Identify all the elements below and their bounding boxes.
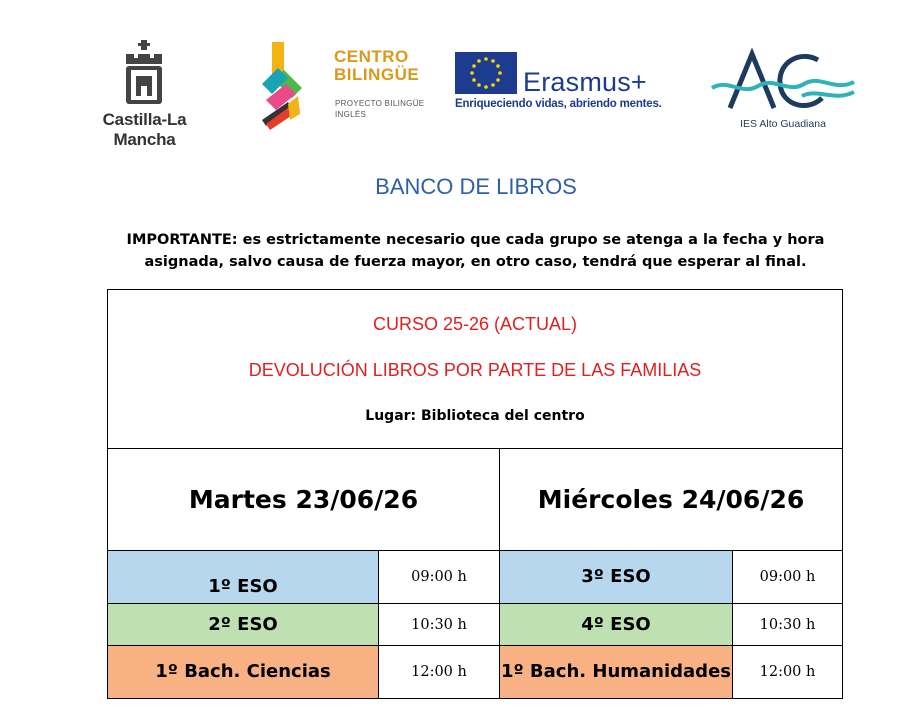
centro-bilingue-subtitle: PROYECTO BILINGÜE INGLÉS <box>335 99 425 119</box>
castle-crest-icon <box>122 40 166 108</box>
table-row <box>500 604 842 646</box>
important-notice: IMPORTANTE: es estrictamente necesario que cada grupo se atenga a la fecha y hora asignada, salvo causa de fuerza mayor, en otro caso, tendrá que esperar al final. <box>126 232 825 270</box>
eu-flag-icon <box>455 52 517 94</box>
time-cell: 10:30 h <box>759 616 816 633</box>
table-row <box>108 646 499 698</box>
day-heading: Martes 23/06/26 <box>108 449 499 551</box>
group-cell: 1º Bach. Ciencias <box>108 646 379 698</box>
schedule-table <box>107 289 843 699</box>
castilla-la-mancha-logo <box>72 40 217 149</box>
day-column-tuesday <box>108 449 499 698</box>
day-column-wednesday <box>499 449 842 698</box>
group-cell: 1º ESO <box>108 551 379 603</box>
time-cell: 12:00 h <box>759 664 816 680</box>
group-cell: 4º ESO <box>500 604 733 645</box>
course-label: CURSO 25-26 (ACTUAL) <box>372 314 578 334</box>
table-row <box>500 646 842 698</box>
castilla-la-mancha-text: Castilla-La Mancha <box>102 110 187 149</box>
devolution-label: DEVOLUCIÓN LIBROS POR PARTE DE LAS FAMILIAS <box>248 360 702 380</box>
time-cell: 12:00 h <box>411 664 467 680</box>
erasmus-tagline: Enriqueciendo vidas, abriendo mentes. <box>455 98 662 110</box>
ies-alto-guadiana-logo <box>708 48 858 133</box>
ag-wave-icon <box>708 48 858 116</box>
day-heading: Miércoles 24/06/26 <box>500 449 842 551</box>
place-label: Lugar: Biblioteca del centro <box>365 408 585 424</box>
centro-bilingue-logo <box>258 40 425 132</box>
time-cell: 10:30 h <box>411 616 467 633</box>
centro-bilingue-title: CENTRO BILINGÜE <box>334 47 420 84</box>
erasmus-name: Erasmus+ <box>523 67 647 97</box>
time-cell: 09:00 h <box>759 569 816 585</box>
table-header <box>108 290 842 449</box>
table-row <box>108 551 499 604</box>
group-cell: 3º ESO <box>500 551 733 603</box>
time-cell: 09:00 h <box>411 569 467 585</box>
table-row <box>108 604 499 646</box>
erasmus-logo <box>455 52 665 122</box>
bilingual-ribbon-icon <box>258 40 318 132</box>
page-title: BANCO DE LIBROS <box>375 174 577 199</box>
ies-alto-guadiana-text: IES Alto Guadiana <box>740 118 826 130</box>
group-cell: 2º ESO <box>108 604 379 645</box>
table-row <box>500 551 842 604</box>
group-cell: 1º Bach. Humanidades <box>500 646 733 698</box>
